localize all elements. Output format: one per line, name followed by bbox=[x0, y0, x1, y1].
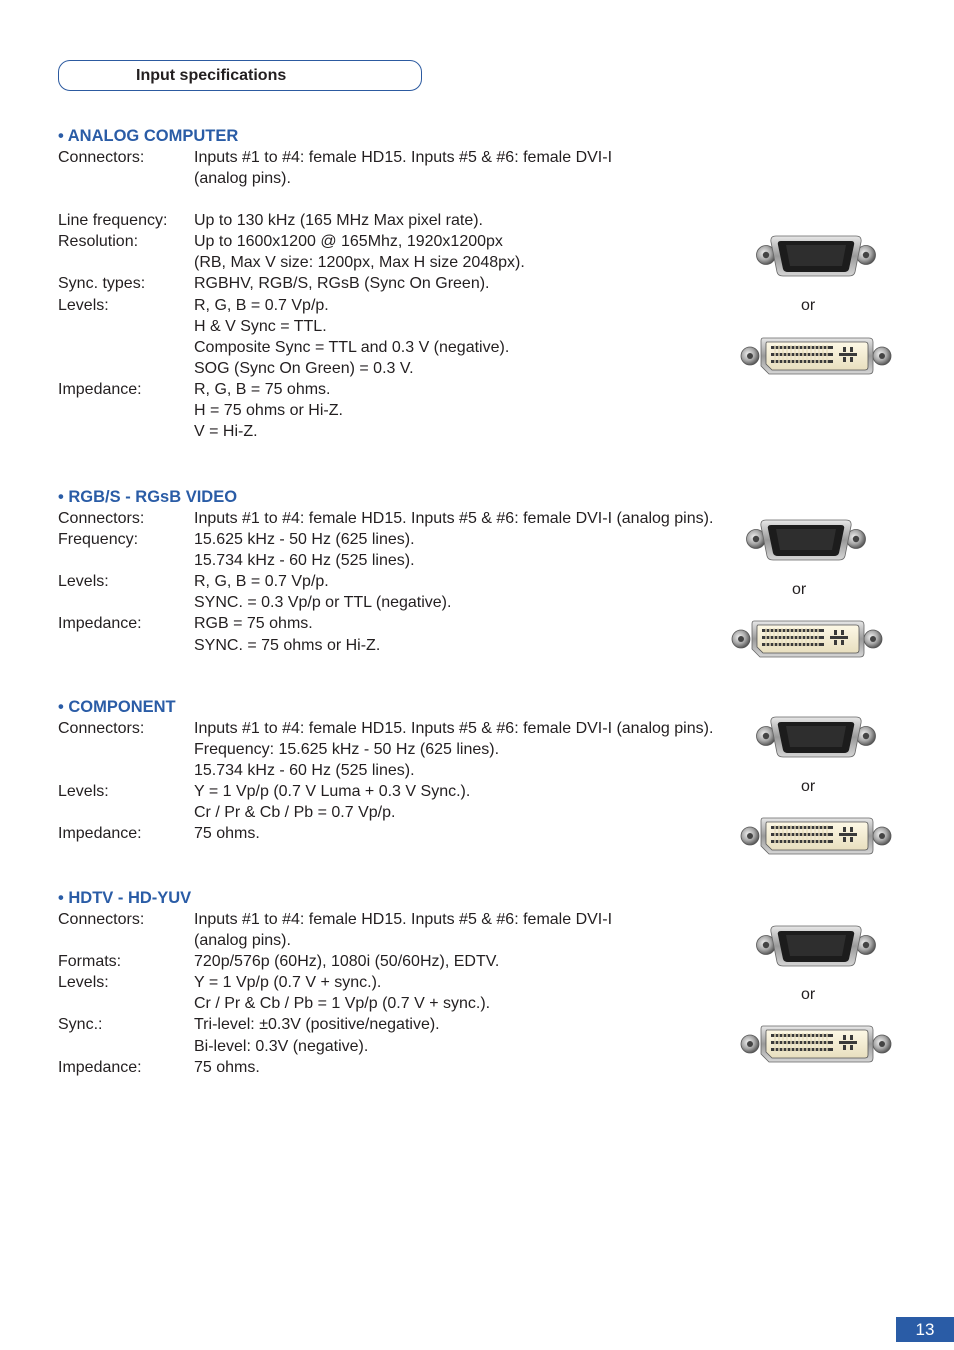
spec-row bbox=[58, 273, 758, 294]
spec-value: Inputs #1 to #4: female HD15. Inputs #5 & #6: female DVI-I (analog pins). bbox=[194, 720, 714, 737]
spec-value: (analog pins). bbox=[194, 932, 291, 950]
section-header-box bbox=[58, 60, 422, 91]
spec-row bbox=[58, 972, 758, 993]
spec-value: Frequency: 15.625 kHz - 50 Hz (625 lines). bbox=[194, 741, 500, 759]
spec-value: H = 75 ohms or Hi-Z. bbox=[194, 402, 343, 420]
spec-row bbox=[58, 316, 758, 337]
spec-value: Inputs #1 to #4: female HD15. Inputs #5 & #6: female DVI-I bbox=[194, 911, 613, 928]
spec-row bbox=[58, 295, 758, 316]
spec-value: Up to 130 kHz (165 MHz Max pixel rate). bbox=[194, 212, 483, 230]
spec-label: Impedance: bbox=[58, 615, 142, 633]
or-label: or bbox=[801, 297, 816, 314]
spec-label: Levels: bbox=[58, 783, 109, 801]
spec-value: V = Hi-Z. bbox=[194, 423, 258, 441]
section-rgbs-video bbox=[58, 487, 758, 656]
spec-value: 15.734 kHz - 60 Hz (525 lines). bbox=[194, 552, 415, 570]
spec-row bbox=[58, 508, 758, 529]
spec-value: SYNC. = 0.3 Vp/p or TTL (negative). bbox=[194, 594, 452, 612]
spec-label: Connectors: bbox=[58, 720, 145, 737]
spec-label: Resolution: bbox=[58, 233, 139, 251]
spec-row bbox=[58, 613, 758, 634]
spec-label: Line frequency: bbox=[58, 212, 168, 230]
spec-row bbox=[58, 993, 758, 1014]
spec-row bbox=[58, 210, 758, 231]
hd15-connector-icon bbox=[744, 516, 868, 562]
spec-row bbox=[58, 739, 758, 760]
spec-label: Sync.: bbox=[58, 1016, 103, 1034]
spec-row bbox=[58, 1014, 758, 1035]
spec-value: Up to 1600x1200 @ 165Mhz, 1920x1200px bbox=[194, 233, 503, 251]
spec-value: 15.625 kHz - 50 Hz (625 lines). bbox=[194, 531, 415, 549]
spec-value: H & V Sync = TTL. bbox=[194, 317, 327, 335]
dvi-connector-icon bbox=[739, 815, 893, 857]
spec-row bbox=[58, 802, 758, 823]
spec-row bbox=[58, 1036, 758, 1057]
hd15-connector-icon bbox=[754, 232, 878, 278]
hd15-connector-icon bbox=[754, 922, 878, 968]
spec-row bbox=[58, 358, 758, 379]
spec-value: SOG (Sync On Green) = 0.3 V. bbox=[194, 359, 414, 377]
spec-value: RGB = 75 ohms. bbox=[194, 615, 313, 633]
spec-value: Y = 1 Vp/p (0.7 V Luma + 0.3 V Sync.). bbox=[194, 783, 471, 801]
section-title: • RGB/S - RGsB VIDEO bbox=[58, 488, 238, 506]
spec-label: Impedance: bbox=[58, 1058, 142, 1076]
dvi-connector-icon bbox=[730, 618, 884, 660]
spec-value: 15.734 kHz - 60 Hz (525 lines). bbox=[194, 762, 415, 780]
spec-row bbox=[58, 529, 758, 550]
section-title: • ANALOG COMPUTER bbox=[58, 127, 239, 145]
spec-row bbox=[58, 781, 758, 802]
spec-value: Cr / Pr & Cb / Pb = 1 Vp/p (0.7 V + sync.). bbox=[194, 995, 491, 1013]
spec-value: Tri-level: ±0.3V (positive/negative). bbox=[194, 1016, 440, 1034]
spec-row bbox=[58, 635, 758, 656]
spec-row bbox=[58, 1057, 758, 1078]
spec-row bbox=[58, 400, 758, 421]
spec-label: Frequency: bbox=[58, 531, 139, 549]
spec-value: Inputs #1 to #4: female HD15. Inputs #5 & #6: female DVI-I (analog pins). bbox=[194, 510, 714, 527]
spec-value: Composite Sync = TTL and 0.3 V (negative). bbox=[194, 338, 510, 356]
spec-value: 75 ohms. bbox=[194, 825, 260, 843]
spec-label: Levels: bbox=[58, 974, 109, 992]
spec-row bbox=[58, 337, 758, 358]
spec-row bbox=[58, 718, 758, 739]
spec-label: Connectors: bbox=[58, 911, 145, 928]
section-hdtv bbox=[58, 888, 758, 1078]
dvi-connector-icon bbox=[739, 335, 893, 377]
section-analog-computer bbox=[58, 126, 758, 442]
page-title: Input specifications bbox=[136, 67, 287, 84]
spec-row bbox=[58, 550, 758, 571]
spec-value: (RB, Max V size: 1200px, Max H size 2048px). bbox=[194, 254, 525, 272]
or-label: or bbox=[801, 986, 816, 1003]
spec-row bbox=[58, 379, 758, 400]
spec-row bbox=[58, 421, 758, 442]
spec-value: Cr / Pr & Cb / Pb = 0.7 Vp/p. bbox=[194, 804, 396, 822]
spec-value: (analog pins). bbox=[194, 170, 291, 188]
spec-row bbox=[58, 909, 758, 930]
dvi-connector-icon bbox=[739, 1023, 893, 1065]
or-label: or bbox=[792, 581, 807, 598]
spec-value: R, G, B = 0.7 Vp/p. bbox=[194, 573, 329, 591]
spec-label: Levels: bbox=[58, 296, 109, 314]
section-component bbox=[58, 697, 758, 845]
spec-row bbox=[58, 592, 758, 613]
spec-value: Bi-level: 0.3V (negative). bbox=[194, 1037, 369, 1055]
spec-value: 75 ohms. bbox=[194, 1058, 260, 1076]
spec-row bbox=[58, 252, 758, 273]
spec-row bbox=[58, 147, 758, 168]
spec-value: Inputs #1 to #4: female HD15. Inputs #5 & #6: female DVI-I bbox=[194, 149, 613, 166]
spec-label: Formats: bbox=[58, 953, 122, 971]
spec-row bbox=[58, 930, 758, 951]
spec-value: 720p/576p (60Hz), 1080i (50/60Hz), EDTV. bbox=[194, 953, 500, 971]
spec-label: Impedance: bbox=[58, 380, 142, 398]
section-title: • COMPONENT bbox=[58, 698, 176, 716]
spec-value: R, G, B = 0.7 Vp/p. bbox=[194, 296, 329, 314]
spec-label: Sync. types: bbox=[58, 275, 146, 293]
spec-row bbox=[58, 231, 758, 252]
section-title: • HDTV - HD-YUV bbox=[58, 889, 192, 907]
spec-value: RGBHV, RGB/S, RGsB (Sync On Green). bbox=[194, 275, 490, 293]
spec-row bbox=[58, 168, 758, 189]
spec-label: Connectors: bbox=[58, 149, 145, 166]
spec-row bbox=[58, 571, 758, 592]
spec-label: Levels: bbox=[58, 573, 109, 591]
spec-value: SYNC. = 75 ohms or Hi-Z. bbox=[194, 636, 381, 654]
hd15-connector-icon bbox=[754, 713, 878, 759]
page-number: 13 bbox=[896, 1317, 954, 1342]
spec-value: Y = 1 Vp/p (0.7 V + sync.). bbox=[194, 974, 382, 992]
spec-row bbox=[58, 823, 758, 844]
spec-row bbox=[58, 951, 758, 972]
spec-label: Connectors: bbox=[58, 510, 145, 527]
spec-value: R, G, B = 75 ohms. bbox=[194, 380, 331, 398]
spec-label: Impedance: bbox=[58, 825, 142, 843]
or-label: or bbox=[801, 778, 816, 795]
spec-row bbox=[58, 760, 758, 781]
